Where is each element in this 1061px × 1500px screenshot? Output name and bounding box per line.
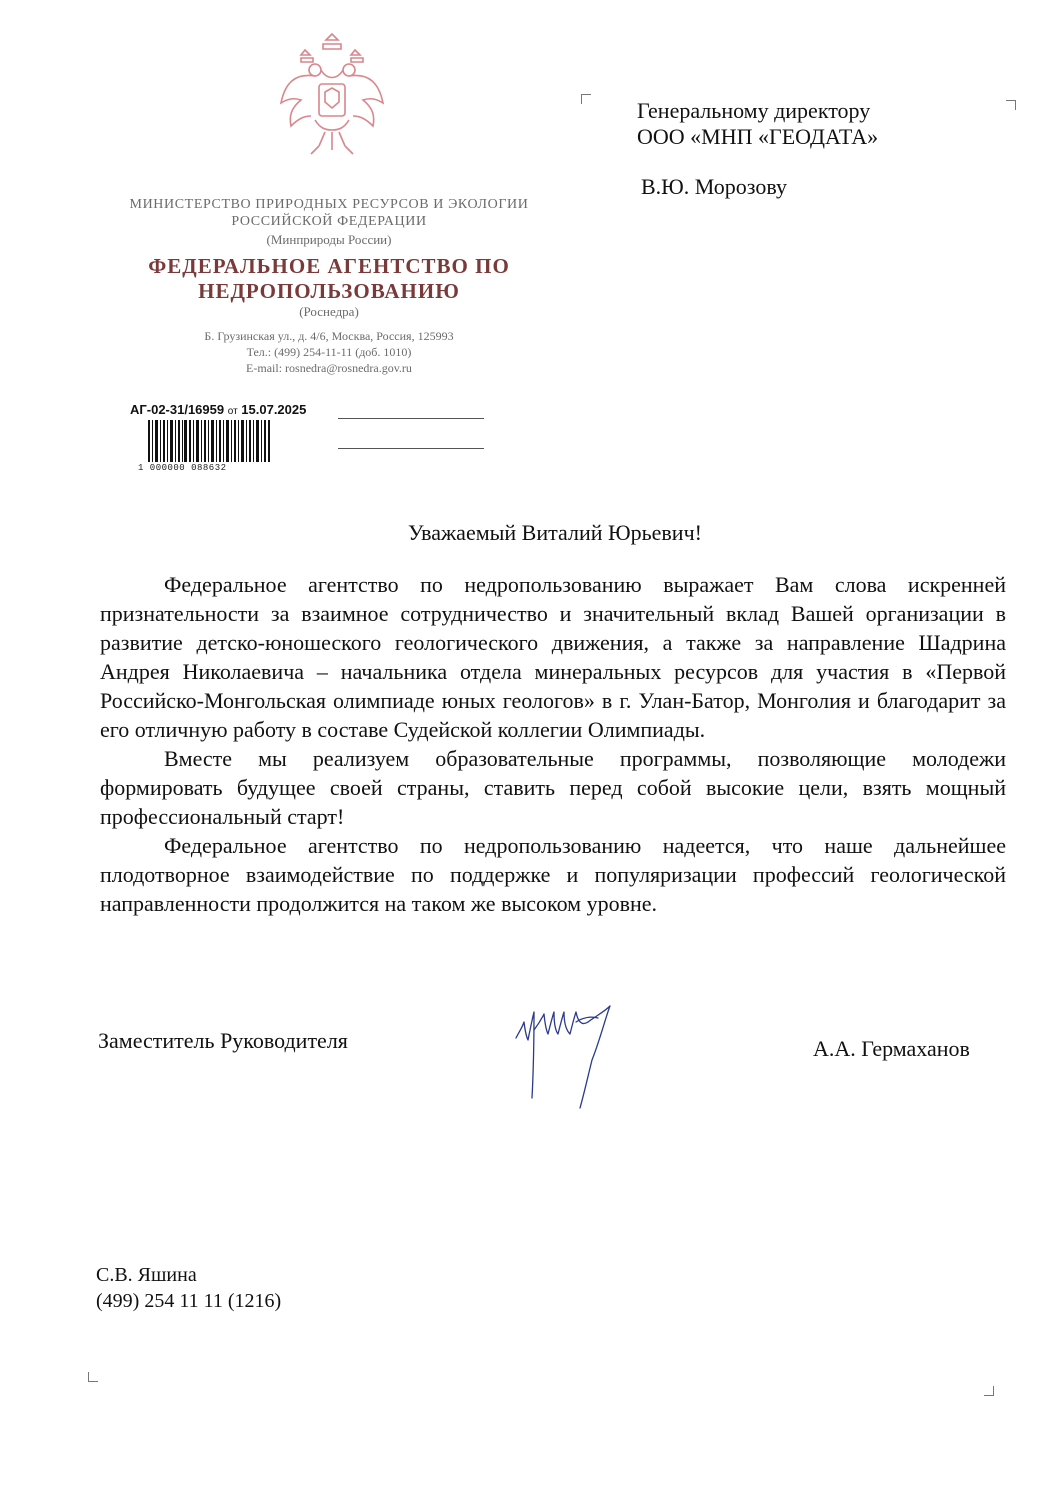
barcode-icon (148, 420, 270, 462)
barcode-number: 1 000000 088632 (138, 463, 227, 473)
coat-of-arms-icon (275, 28, 390, 163)
corner-mark (984, 1386, 994, 1396)
greeting: Уважаемый Виталий Юрьевич! (408, 520, 702, 545)
corner-mark (581, 94, 591, 104)
corner-mark (1006, 100, 1016, 110)
blank-line (338, 448, 484, 449)
recipient-title-line1: Генеральному директору (637, 98, 871, 123)
agency-short-name: (Роснедра) (299, 304, 359, 319)
recipient-title-line2: ООО «МНП «ГЕОДАТА» (637, 124, 879, 149)
phone-line: Тел.: (499) 254-11-11 (доб. 1010) (246, 345, 412, 359)
agency-address (100, 328, 558, 376)
contact-block (96, 1262, 281, 1314)
blank-line (338, 418, 484, 419)
handwritten-signature (512, 1000, 618, 1112)
corner-mark (88, 1372, 98, 1382)
ministry-name: МИНИСТЕРСТВО ПРИРОДНЫХ РЕСУРСОВ И ЭКОЛОГИИ РОССИЙСКОЙ ФЕДЕРАЦИИ (129, 197, 529, 229)
contact-phone: (499) 254 11 11 (1216) (96, 1290, 282, 1312)
registration-date: 15.07.2025 (241, 402, 307, 417)
registration-line (130, 402, 306, 417)
registration-number: АГ-02-31/16959 (130, 402, 225, 417)
ministry-short-name: (Минприроды России) (266, 232, 392, 247)
address-line: Б. Грузинская ул., д. 4/6, Москва, Россия, 125993 (204, 329, 454, 343)
recipient-title (637, 98, 878, 150)
agency-name: ФЕДЕРАЛЬНОЕ АГЕНТСТВО ПО НЕДРОПОЛЬЗОВАНИЮ (148, 254, 510, 303)
body-paragraph: Вместе мы реализуем образовательные программы, позволяющие молодежи формировать будущее своей страны, ставить перед собой высокие цели, взять мощный профессиональный старт! (100, 746, 1006, 829)
email-line: E-mail: rosnedra@rosnedra.gov.ru (246, 361, 412, 375)
signer-name: А.А. Гермаханов (813, 1036, 970, 1061)
registration-of: от (227, 406, 238, 417)
body-paragraph: Федеральное агентство по недропользованию надеется, что наше дальнейшее плодотворное взаимодействие по поддержке и популяризации профессий геологической направленности продолжится на таком же высоком уровне. (100, 833, 1006, 916)
signer-position: Заместитель Руководителя (98, 1028, 348, 1053)
contact-name: С.В. Яшина (96, 1264, 197, 1286)
body-paragraph: Федеральное агентство по недропользованию выражает Вам слова искренней признательности за взаимное сотрудничество и значительный вклад Вашей организации в развитие детско-юношеского геологического движения, а также за направление Шадрина Андрея Николаевича – начальника отдела минеральных ресурсов для участия в «Первой Российско-Монгольская олимпиаде юных геологов» в г. Улан-Батор, Монголия и благодарит за его отличную работу в составе Судейской коллегии Олимпиады. (100, 572, 1006, 742)
letter-body (100, 570, 1006, 918)
recipient-name: В.Ю. Морозову (641, 174, 787, 199)
